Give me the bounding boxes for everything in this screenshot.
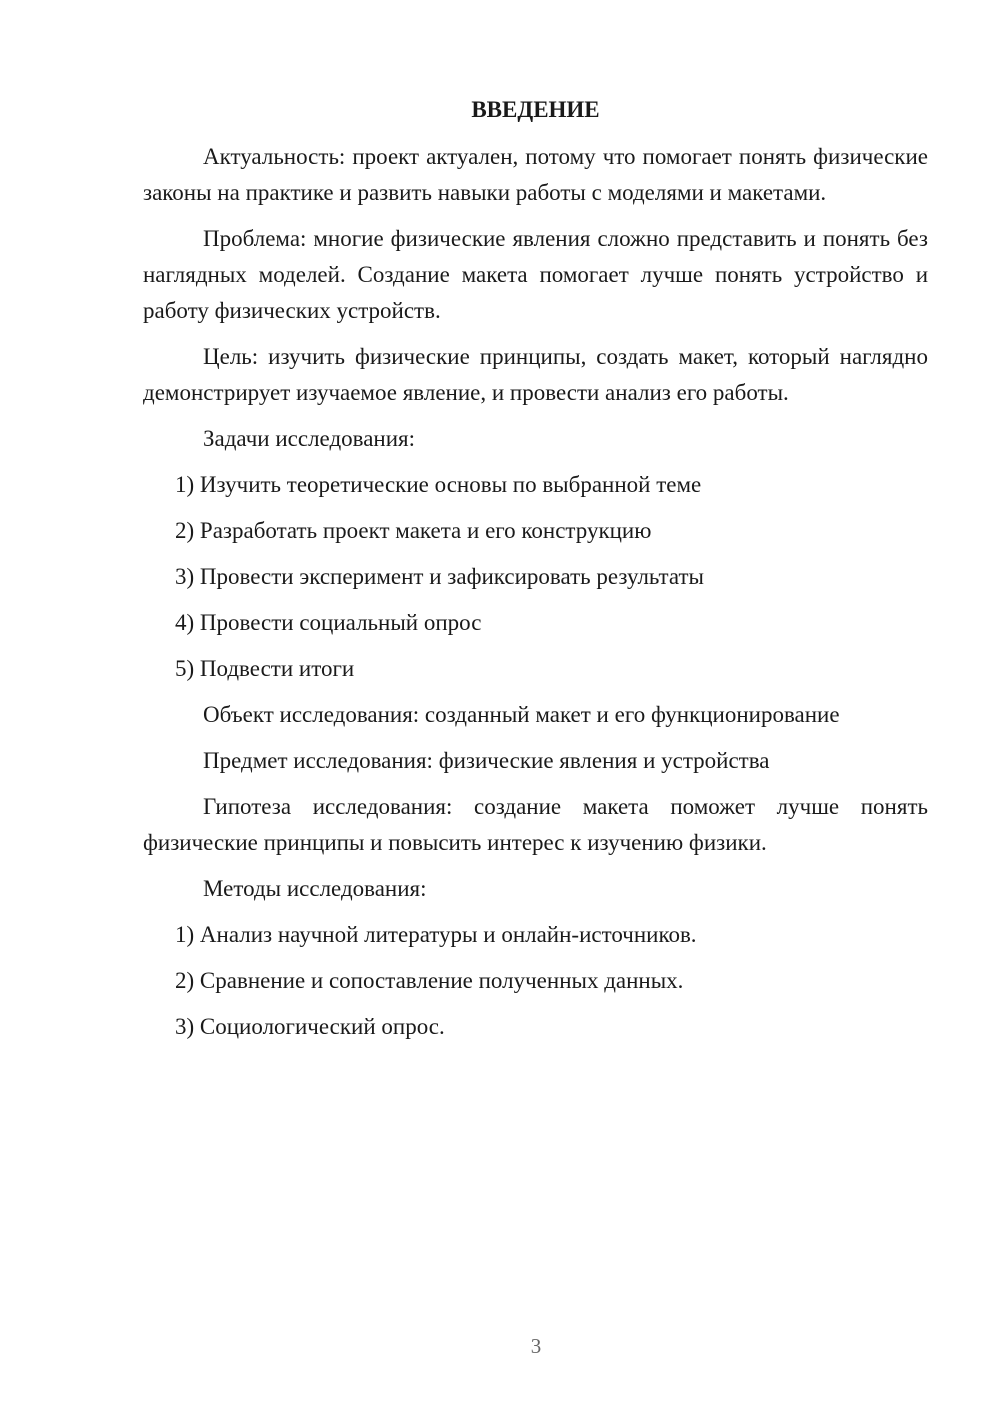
tasks-title: Задачи исследования: bbox=[203, 426, 416, 451]
task-item: 1) Изучить теоретические основы по выбранной теме bbox=[175, 472, 702, 497]
task-item: 3) Провести эксперимент и зафиксировать результаты bbox=[175, 564, 704, 589]
hypothesis-paragraph: Гипотеза исследования: создание макета поможет лучше понять физические принципы и повысить интерес к изучению физики. bbox=[143, 794, 928, 855]
section-heading: ВВЕДЕНИЕ bbox=[471, 97, 600, 122]
task-item: 5) Подвести итоги bbox=[175, 656, 355, 681]
method-item: 3) Социологический опрос. bbox=[175, 1014, 445, 1039]
document-body bbox=[143, 95, 928, 1055]
goal-paragraph: Цель: изучить физические принципы, создать макет, который наглядно демонстрирует изучаемое явление, и провести анализ его работы. bbox=[143, 344, 928, 405]
methods-title: Методы исследования: bbox=[203, 876, 427, 901]
subject-line: Предмет исследования: физические явления и устройства bbox=[203, 748, 770, 773]
relevance-paragraph: Актуальность: проект актуален, потому что помогает понять физические законы на практике и развить навыки работы с моделями и макетами. bbox=[143, 144, 928, 205]
method-item: 2) Сравнение и сопоставление полученных данных. bbox=[175, 968, 684, 993]
method-item: 1) Анализ научной литературы и онлайн-источников. bbox=[175, 922, 697, 947]
task-item: 2) Разработать проект макета и его конструкцию bbox=[175, 518, 652, 543]
page-number: 3 bbox=[530, 1334, 542, 1358]
problem-paragraph: Проблема: многие физические явления сложно представить и понять без наглядных моделей. Создание макета помогает лучше понять устройство и работу физических устройств. bbox=[143, 226, 928, 323]
task-item: 4) Провести социальный опрос bbox=[175, 610, 482, 635]
object-line: Объект исследования: созданный макет и его функционирование bbox=[203, 702, 840, 727]
